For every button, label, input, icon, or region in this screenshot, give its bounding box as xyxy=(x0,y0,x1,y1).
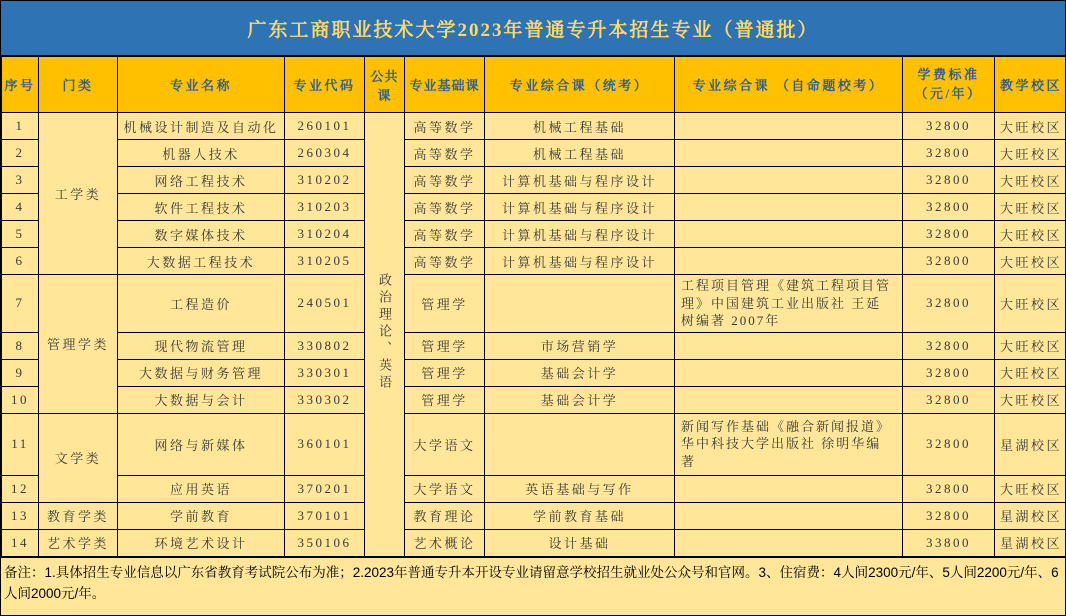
cell-seq: 14 xyxy=(2,529,39,556)
footer-note: 备注：1.具体招生专业信息以广东省教育考试院公布为准；2.2023年普通专升本开设专业请留意学校招生就业处公众号和官网。3、住宿费：4人间2300元/年、5人间2200元/年、6人间2000元/年。 xyxy=(1,557,1065,616)
cell-major: 现代物流管理 xyxy=(118,332,285,359)
cell-basic-course: 艺术概论 xyxy=(405,529,485,556)
cell-unified-course xyxy=(485,413,675,475)
cell-basic-course: 高等数学 xyxy=(405,140,485,167)
cell-major: 环境艺术设计 xyxy=(118,529,285,556)
cell-self-exam: 新闻写作基础《融合新闻报道》华中科技大学出版社 徐明华编著 xyxy=(675,413,903,475)
table-row xyxy=(2,413,1066,475)
cell-campus: 大旺校区 xyxy=(995,140,1066,167)
cell-major: 机器人技术 xyxy=(118,140,285,167)
cell-basic-course: 高等数学 xyxy=(405,248,485,275)
cell-self-exam xyxy=(675,140,903,167)
cell-unified-course: 基础会计学 xyxy=(485,359,675,386)
table-row xyxy=(2,140,1066,167)
table-row xyxy=(2,248,1066,275)
cell-major: 数字媒体技术 xyxy=(118,221,285,248)
cell-fee: 32800 xyxy=(903,386,995,413)
cell-campus: 大旺校区 xyxy=(995,113,1066,140)
col-header-category: 门类 xyxy=(39,57,118,113)
cell-fee: 32800 xyxy=(903,332,995,359)
cell-basic-course: 管理学 xyxy=(405,359,485,386)
cell-self-exam xyxy=(675,194,903,221)
cell-code: 260304 xyxy=(285,140,365,167)
col-header-unified-course: 专业综合课（统考） xyxy=(485,57,675,113)
table-row xyxy=(2,113,1066,140)
cell-basic-course: 大学语文 xyxy=(405,413,485,475)
col-header-major: 专业名称 xyxy=(118,57,285,113)
cell-basic-course: 高等数学 xyxy=(405,167,485,194)
table-row xyxy=(2,386,1066,413)
cell-code: 240501 xyxy=(285,275,365,333)
cell-category-arts: 艺术学类 xyxy=(39,529,118,556)
cell-seq: 12 xyxy=(2,475,39,502)
cell-self-exam xyxy=(675,332,903,359)
cell-fee: 32800 xyxy=(903,359,995,386)
cell-campus: 大旺校区 xyxy=(995,167,1066,194)
cell-campus: 大旺校区 xyxy=(995,221,1066,248)
cell-unified-course: 机械工程基础 xyxy=(485,113,675,140)
cell-fee: 32800 xyxy=(903,167,995,194)
cell-unified-course: 计算机基础与程序设计 xyxy=(485,221,675,248)
col-header-public-course: 公共课 xyxy=(365,57,405,113)
cell-seq: 3 xyxy=(2,167,39,194)
cell-code: 260101 xyxy=(285,113,365,140)
cell-major: 大数据与会计 xyxy=(118,386,285,413)
cell-self-exam xyxy=(675,167,903,194)
admissions-table xyxy=(1,56,1066,557)
cell-self-exam xyxy=(675,529,903,556)
page-title: 广东工商职业技术大学2023年普通专升本招生专业（普通批） xyxy=(1,1,1065,56)
col-header-campus: 教学校区 xyxy=(995,57,1066,113)
public-course-text: 政治理论、英语 xyxy=(377,272,392,392)
cell-major: 学前教育 xyxy=(118,502,285,529)
cell-category-education: 教育学类 xyxy=(39,502,118,529)
table-row xyxy=(2,475,1066,502)
cell-campus: 星湖校区 xyxy=(995,502,1066,529)
cell-self-exam xyxy=(675,386,903,413)
cell-code: 360101 xyxy=(285,413,365,475)
cell-basic-course: 管理学 xyxy=(405,275,485,333)
cell-code: 330802 xyxy=(285,332,365,359)
cell-code: 330302 xyxy=(285,386,365,413)
cell-self-exam: 工程项目管理《建筑工程项目管理》中国建筑工业出版社 王延树编著 2007年 xyxy=(675,275,903,333)
cell-basic-course: 高等数学 xyxy=(405,194,485,221)
cell-major: 机械设计制造及自动化 xyxy=(118,113,285,140)
cell-fee: 32800 xyxy=(903,194,995,221)
cell-major: 工程造价 xyxy=(118,275,285,333)
cell-fee: 32800 xyxy=(903,113,995,140)
table-row xyxy=(2,529,1066,556)
cell-major: 网络与新媒体 xyxy=(118,413,285,475)
cell-code: 350106 xyxy=(285,529,365,556)
cell-public-course xyxy=(365,113,405,557)
cell-unified-course: 学前教育基础 xyxy=(485,502,675,529)
cell-code: 370201 xyxy=(285,475,365,502)
cell-campus: 大旺校区 xyxy=(995,275,1066,333)
table-row xyxy=(2,221,1066,248)
cell-campus: 大旺校区 xyxy=(995,475,1066,502)
cell-unified-course: 计算机基础与程序设计 xyxy=(485,194,675,221)
cell-unified-course: 英语基础与写作 xyxy=(485,475,675,502)
cell-unified-course: 机械工程基础 xyxy=(485,140,675,167)
cell-code: 310202 xyxy=(285,167,365,194)
cell-seq: 5 xyxy=(2,221,39,248)
cell-fee: 33800 xyxy=(903,529,995,556)
cell-fee: 32800 xyxy=(903,248,995,275)
cell-self-exam xyxy=(675,248,903,275)
cell-basic-course: 管理学 xyxy=(405,332,485,359)
cell-seq: 2 xyxy=(2,140,39,167)
cell-code: 310203 xyxy=(285,194,365,221)
cell-campus: 星湖校区 xyxy=(995,413,1066,475)
cell-campus: 大旺校区 xyxy=(995,194,1066,221)
col-header-code: 专业代码 xyxy=(285,57,365,113)
cell-major: 网络工程技术 xyxy=(118,167,285,194)
cell-unified-course: 计算机基础与程序设计 xyxy=(485,248,675,275)
table-row xyxy=(2,275,1066,333)
cell-fee: 32800 xyxy=(903,413,995,475)
col-header-fee xyxy=(903,57,995,113)
cell-fee: 32800 xyxy=(903,502,995,529)
table-row xyxy=(2,332,1066,359)
cell-unified-course: 设计基础 xyxy=(485,529,675,556)
cell-code: 370101 xyxy=(285,502,365,529)
cell-seq: 4 xyxy=(2,194,39,221)
cell-campus: 大旺校区 xyxy=(995,332,1066,359)
col-header-basic-course: 专业基础课 xyxy=(405,57,485,113)
cell-seq: 13 xyxy=(2,502,39,529)
cell-major: 软件工程技术 xyxy=(118,194,285,221)
cell-basic-course: 教育理论 xyxy=(405,502,485,529)
cell-basic-course: 高等数学 xyxy=(405,113,485,140)
cell-unified-course: 基础会计学 xyxy=(485,386,675,413)
cell-seq: 8 xyxy=(2,332,39,359)
cell-unified-course xyxy=(485,275,675,333)
col-header-self-exam: 专业综合课 （自命题校考） xyxy=(675,57,903,113)
table-row xyxy=(2,167,1066,194)
cell-category-literature: 文学类 xyxy=(39,413,118,502)
cell-major: 应用英语 xyxy=(118,475,285,502)
cell-code: 330301 xyxy=(285,359,365,386)
cell-self-exam xyxy=(675,113,903,140)
cell-code: 310205 xyxy=(285,248,365,275)
cell-fee: 32800 xyxy=(903,140,995,167)
cell-seq: 11 xyxy=(2,413,39,475)
cell-basic-course: 大学语文 xyxy=(405,475,485,502)
cell-campus: 大旺校区 xyxy=(995,248,1066,275)
fee-header-line2: （元/年） xyxy=(914,85,983,101)
cell-unified-course: 市场营销学 xyxy=(485,332,675,359)
cell-seq: 1 xyxy=(2,113,39,140)
cell-self-exam xyxy=(675,221,903,248)
cell-code: 310204 xyxy=(285,221,365,248)
cell-seq: 6 xyxy=(2,248,39,275)
table-row xyxy=(2,359,1066,386)
cell-category-management: 管理学类 xyxy=(39,275,118,414)
cell-major: 大数据工程技术 xyxy=(118,248,285,275)
table-row xyxy=(2,194,1066,221)
cell-campus: 大旺校区 xyxy=(995,359,1066,386)
cell-unified-course: 计算机基础与程序设计 xyxy=(485,167,675,194)
cell-self-exam xyxy=(675,359,903,386)
cell-fee: 32800 xyxy=(903,475,995,502)
cell-campus: 星湖校区 xyxy=(995,529,1066,556)
cell-basic-course: 管理学 xyxy=(405,386,485,413)
cell-major: 大数据与财务管理 xyxy=(118,359,285,386)
cell-campus: 大旺校区 xyxy=(995,386,1066,413)
header-row xyxy=(2,57,1066,113)
cell-self-exam xyxy=(675,502,903,529)
cell-fee: 32800 xyxy=(903,221,995,248)
cell-basic-course: 高等数学 xyxy=(405,221,485,248)
cell-category-engineering: 工学类 xyxy=(39,113,118,275)
cell-fee: 32800 xyxy=(903,275,995,333)
table-row xyxy=(2,502,1066,529)
cell-seq: 10 xyxy=(2,386,39,413)
cell-seq: 9 xyxy=(2,359,39,386)
fee-header-line1: 学费标准 xyxy=(917,66,980,82)
col-header-seq: 序号 xyxy=(2,57,39,113)
cell-self-exam xyxy=(675,475,903,502)
cell-seq: 7 xyxy=(2,275,39,333)
